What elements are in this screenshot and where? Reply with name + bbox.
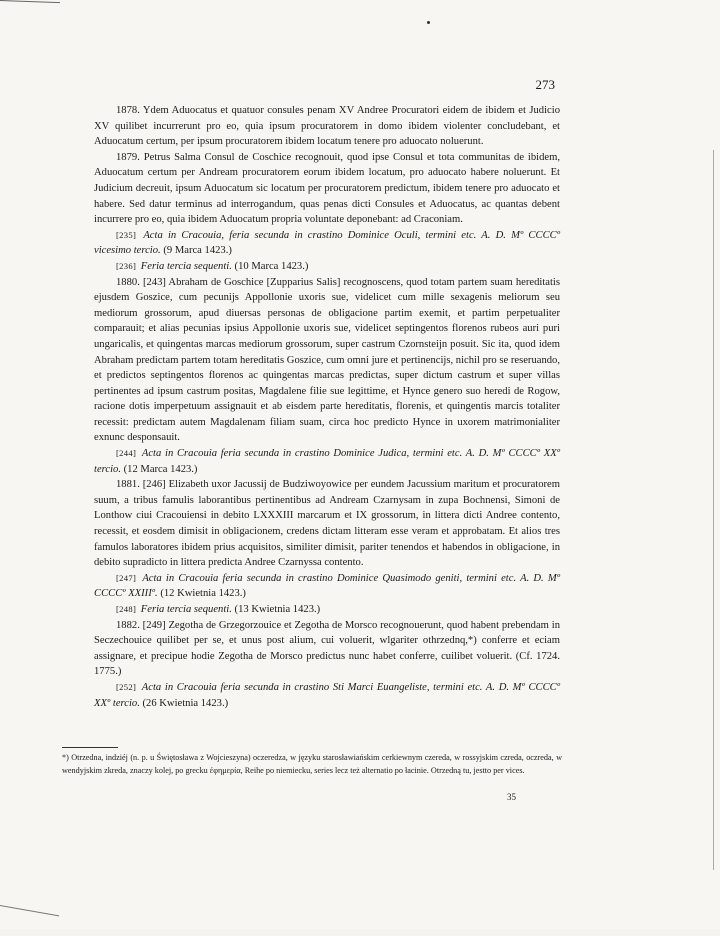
ref-number: [252] (116, 681, 137, 692)
dating-date: (26 Kwietnia 1423.) (142, 697, 229, 709)
printer-signature: 35 (507, 792, 516, 802)
ref-number: [248] (116, 604, 137, 614)
ref-number: [235] (116, 229, 137, 240)
dating-note (94, 602, 560, 618)
ref-number: [247] (116, 572, 137, 583)
dating-latin: Acta in Cracouia, feria secunda in crastino Dominice Oculi, termini etc. A. D. Mº CCCCº vicesimo tercio. (94, 229, 560, 257)
dating-note (94, 446, 560, 477)
footnote: *) Otrzedna, indziéj (n. p. u Świętosława z Wojcieszyna) oczeredza, w języku starosławiańskim cerkiewnym czereda, w rossyjskim czreda, oczreda, w wendyjskim zkreda, znaczy kolej, po grecku ἐφημερία, Reihe po niemiecku, series lecz też alternatio po łacinie. Otrzedną tu, jestto per vices. (62, 753, 562, 775)
dating-date: (10 Marca 1423.) (234, 260, 309, 272)
entry-1878: 1878. Ydem Aduocatus et quatuor consules penam XV Andree Procuratori eidem de ibidem et Judicio XV quilibet incurrerunt pro eo, quia ipsum procuratorem in domo ibidem violenter concludebant, et Aduocatum certum, per ipsum procuratorem ibidem locatum tenere pro aduocato noluerunt. (94, 105, 560, 148)
dating-date: (12 Marca 1423.) (123, 463, 198, 475)
page-edge-bottom (0, 905, 59, 936)
dating-note (94, 680, 560, 711)
dating-latin: Feria tercia sequenti. (140, 260, 232, 272)
entry-1881: 1881. [246] Elizabeth uxor Jacussij de Budziwoyowice per eundem Jacussium maritum et procuratorem suum, a tribus famulis laborantibus pertinentibus ad Andream Czarnysam in zupa Bochnensi, Simoni de Lonthow ciui Cracouiensi in debito LXXXIII marcarum et IX grossorum, in littera dicti Andree contento, recessit, et eosdem dimisit in obligacionem, credens dictam litteram esse veram et approbatam. Et alios tres famulos laboratores ibidem prius acquisitos, similiter dimisit, pariter tenendos et habendos in obligacione, in debito supradicto in littera predicta Andree Czarnyssa contento. (94, 479, 560, 569)
entry-1879: 1879. Petrus Salma Consul de Coschice recognouit, quod ipse Consul et tota communitas de ibidem, Aduocatum certum per Andream procuratorem eorum ibidem locatum, pro aduocato habere noluerunt. Et Judicium decreuit, ipsum Aduocatum sic locatum per procuratorem predictum, ibidem tenere pro aduocato et habere. Sed datur terminus ad interrogandum, quas penas dicti Consules et Aduocatus, ac quantas debent incurrere pro eo, quia ibidem Aduocatum propria voluntate deponebant: ad Craconiam. (94, 151, 560, 226)
dating-note (94, 571, 560, 602)
dating-note (94, 228, 560, 259)
ref-number: [236] (116, 260, 137, 271)
entry-1880: 1880. [243] Abraham de Goschice [Zupparius Salis] recognoscens, quod totam partem suam hereditatis ejusdem Goszice, cum pecunijs Appollonie uxoris sue, videlicet cum mille sexagenis meliorum seu mediorum grossorum, apud diuersas personas de obligacione partim exemit, et partim perpetualiter comparauit; et alias pecunias ipsius Appollonie uxoris sue, videlicet septingentos florenos rubeos auri puri ungaricalis, et quingentas marcas mediorum grossorum, super castrum Czornsteijn posuit. Sic ita, quod idem Abraham predictam partem totam hereditatis Goszice, cum omni jure et pertinencijs, nichil pro se reseruando, et predictos septingentos florenos ac quingentas marcas predictas, super dictum castrum et super villas pertinentes ad ipsum castrum positas, Magdalene filie sue legittime, et Hynce genero suo heredi de Rogow, racione dotis imperpetuum assignauit et ab eisdem parte hereditatis, florenis, et quingentis marcis totaliter recessit: predictam autem Magdalenam filiam suam, circa hoc predicto Hynce in uxorem matrimonialiter exnunc desponsauit. (94, 276, 560, 444)
page-number: 273 (535, 77, 555, 92)
dating-note (94, 259, 560, 275)
body-text (94, 103, 560, 711)
dating-latin: Feria tercia sequenti. (140, 604, 232, 615)
ref-number: [244] (116, 448, 137, 459)
dating-latin: Acta in Cracouia feria secunda in crastino Sti Marci Euangeliste, termini etc. A. D. Mº CCCCº XXº tercio. (94, 681, 560, 709)
footnote-rule (62, 747, 118, 748)
dating-date: (13 Kwietnia 1423.) (234, 604, 321, 615)
speck (427, 21, 430, 24)
dating-latin: Acta in Cracouia feria secunda in crastino Dominice Judica, termini etc. A. D. Mº CCCCº XXº tercio. (94, 448, 560, 475)
page-edge-right (713, 150, 714, 870)
entry-1882: 1882. [249] Zegotha de Grzegorzouice et Zegotha de Morsco recognouerunt, quod habent prebendam in Seczechouice quilibet per se, et unus post alium, cui voluerit, wlgariter othrzednq,*) conferre et eciam assignare, et precipue hodie Zegotha de Morsco predictus nunc habet conferre, cuilibet voluerit. (Cf. 1724. 1775.) (94, 619, 560, 678)
dating-latin: Acta in Cracouia feria secunda in crastino Dominice Quasimodo geniti, termini etc. A. D. Mº CCCCº XXIIIº. (94, 572, 560, 600)
page-edge-top (0, 0, 60, 9)
dating-date: (12 Kwietnia 1423.) (160, 588, 246, 600)
dating-date: (9 Marca 1423.) (163, 245, 232, 257)
